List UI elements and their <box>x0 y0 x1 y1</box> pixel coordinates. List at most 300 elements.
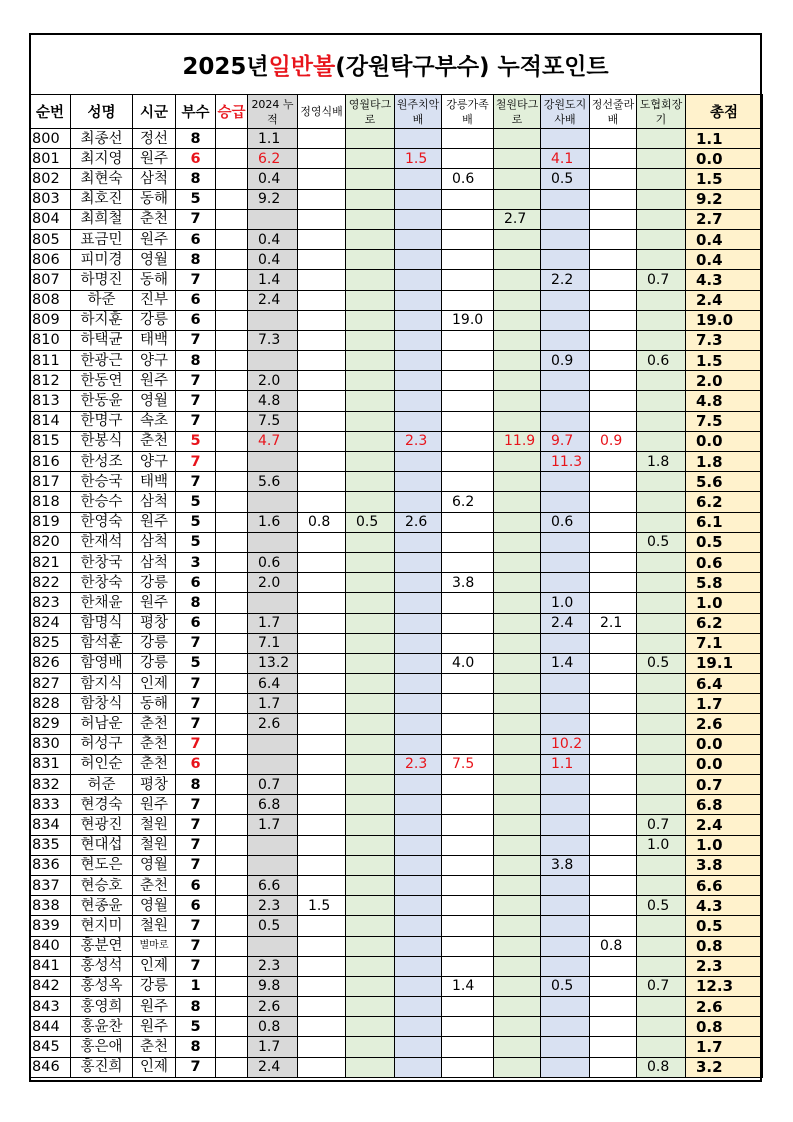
header-total: 총점 <box>686 95 763 129</box>
cell-js <box>590 795 637 815</box>
cell-dh <box>637 997 686 1017</box>
cell-total: 0.7 <box>686 775 763 795</box>
cell-y2024: 7.1 <box>248 633 298 653</box>
cell-name: 현승호 <box>71 875 133 895</box>
cell-y2024: 6.8 <box>248 795 298 815</box>
cell-gr <box>442 956 494 976</box>
cell-name: 홍은애 <box>71 1037 133 1057</box>
cell-gwd <box>541 129 590 149</box>
cell-y2024: 1.7 <box>248 815 298 835</box>
cell-name: 최호진 <box>71 189 133 209</box>
cell-promotion <box>216 1017 248 1037</box>
cell-yw <box>346 371 395 391</box>
cell-promotion <box>216 674 248 694</box>
cell-yw <box>346 532 395 552</box>
table-row <box>30 633 763 653</box>
cell-wj <box>395 997 442 1017</box>
cell-name: 홍성석 <box>71 956 133 976</box>
cell-dh <box>637 1037 686 1057</box>
header-jy: 정영식배 <box>298 95 346 129</box>
cell-js <box>590 775 637 795</box>
cell-gr <box>442 330 494 350</box>
cell-js <box>590 694 637 714</box>
cell-js <box>590 512 637 532</box>
cell-city: 춘천 <box>133 431 176 451</box>
cell-total: 12.3 <box>686 976 763 996</box>
cell-city: 영월 <box>133 391 176 411</box>
cell-no: 843 <box>30 997 71 1017</box>
cell-dh <box>637 129 686 149</box>
cell-promotion <box>216 411 248 431</box>
cell-total: 2.6 <box>686 997 763 1017</box>
cell-wj <box>395 1017 442 1037</box>
cell-y2024: 0.4 <box>248 250 298 270</box>
table-row <box>30 431 763 451</box>
cell-y2024: 7.5 <box>248 411 298 431</box>
cell-js <box>590 169 637 189</box>
cell-city: 원주 <box>133 149 176 169</box>
table-row <box>30 714 763 734</box>
cell-gwd <box>541 1017 590 1037</box>
cell-gwd: 10.2 <box>541 734 590 754</box>
cell-yw <box>346 573 395 593</box>
cell-wj: 1.5 <box>395 149 442 169</box>
cell-y2024: 1.1 <box>248 129 298 149</box>
table-row <box>30 653 763 673</box>
cell-city: 삼척 <box>133 552 176 572</box>
header-gr: 강릉가족배 <box>442 95 494 129</box>
cell-city: 영월 <box>133 250 176 270</box>
cell-name: 한동윤 <box>71 391 133 411</box>
cell-city: 원주 <box>133 512 176 532</box>
cell-cw <box>494 229 541 249</box>
cell-promotion <box>216 129 248 149</box>
cell-wj <box>395 229 442 249</box>
cell-total: 5.6 <box>686 472 763 492</box>
cell-cw <box>494 714 541 734</box>
cell-jy <box>298 1057 346 1077</box>
cell-cw <box>494 472 541 492</box>
header-city: 시군 <box>133 95 176 129</box>
table-row <box>30 835 763 855</box>
cell-promotion <box>216 371 248 391</box>
cell-div: 6 <box>176 573 216 593</box>
cell-jy <box>298 1037 346 1057</box>
cell-total: 4.3 <box>686 896 763 916</box>
cell-y2024 <box>248 492 298 512</box>
cell-promotion <box>216 149 248 169</box>
cell-wj <box>395 532 442 552</box>
cell-div: 8 <box>176 250 216 270</box>
cell-total: 6.8 <box>686 795 763 815</box>
cell-cw <box>494 189 541 209</box>
cell-promotion <box>216 351 248 371</box>
cell-no: 800 <box>30 129 71 149</box>
cell-gr <box>442 694 494 714</box>
cell-y2024: 2.3 <box>248 956 298 976</box>
cell-div: 7 <box>176 1057 216 1077</box>
cell-gwd <box>541 1037 590 1057</box>
cell-y2024 <box>248 452 298 472</box>
cell-jy <box>298 330 346 350</box>
cell-dh: 0.5 <box>637 653 686 673</box>
cell-yw <box>346 129 395 149</box>
cell-promotion <box>216 573 248 593</box>
cell-div: 5 <box>176 431 216 451</box>
cell-cw <box>494 976 541 996</box>
table-row <box>30 754 763 774</box>
cell-div: 6 <box>176 613 216 633</box>
cell-y2024: 6.4 <box>248 674 298 694</box>
cell-gwd <box>541 532 590 552</box>
cell-y2024: 9.8 <box>248 976 298 996</box>
header-no: 순번 <box>30 95 71 129</box>
cell-gr <box>442 734 494 754</box>
cell-js <box>590 472 637 492</box>
cell-city: 진부 <box>133 290 176 310</box>
cell-cw <box>494 532 541 552</box>
cell-no: 835 <box>30 835 71 855</box>
cell-jy <box>298 270 346 290</box>
cell-cw <box>494 956 541 976</box>
cell-gr: 4.0 <box>442 653 494 673</box>
cell-dh: 0.8 <box>637 1057 686 1077</box>
cell-yw <box>346 855 395 875</box>
cell-gwd: 3.8 <box>541 855 590 875</box>
cell-dh <box>637 956 686 976</box>
cell-js <box>590 815 637 835</box>
cell-div: 8 <box>176 169 216 189</box>
cell-wj <box>395 189 442 209</box>
cell-wj <box>395 694 442 714</box>
cell-cw <box>494 1017 541 1037</box>
table-row <box>30 250 763 270</box>
cell-gr <box>442 896 494 916</box>
cell-yw <box>346 593 395 613</box>
cell-js <box>590 916 637 936</box>
cell-total: 3.2 <box>686 1057 763 1077</box>
cell-no: 802 <box>30 169 71 189</box>
cell-js <box>590 1057 637 1077</box>
cell-city: 양구 <box>133 452 176 472</box>
cell-wj <box>395 169 442 189</box>
table-row <box>30 674 763 694</box>
cell-no: 826 <box>30 653 71 673</box>
table-row <box>30 997 763 1017</box>
cell-gr <box>442 795 494 815</box>
cell-total: 0.0 <box>686 149 763 169</box>
cell-no: 817 <box>30 472 71 492</box>
cell-cw <box>494 129 541 149</box>
cell-gwd: 0.5 <box>541 169 590 189</box>
cell-y2024: 4.8 <box>248 391 298 411</box>
cell-city: 삼척 <box>133 492 176 512</box>
cell-cw <box>494 270 541 290</box>
cell-div: 6 <box>176 229 216 249</box>
cell-y2024: 1.7 <box>248 1037 298 1057</box>
cell-cw <box>494 613 541 633</box>
cell-promotion <box>216 452 248 472</box>
cell-cw <box>494 452 541 472</box>
cell-gr: 19.0 <box>442 310 494 330</box>
cell-dh: 1.8 <box>637 452 686 472</box>
cell-jy <box>298 593 346 613</box>
cell-no: 818 <box>30 492 71 512</box>
cell-jy <box>298 694 346 714</box>
cell-no: 829 <box>30 714 71 734</box>
cell-gwd: 1.0 <box>541 593 590 613</box>
cell-cw <box>494 875 541 895</box>
table-row <box>30 775 763 795</box>
cell-gr <box>442 815 494 835</box>
cell-y2024: 1.7 <box>248 694 298 714</box>
header-name: 성명 <box>71 95 133 129</box>
cell-cw <box>494 795 541 815</box>
cell-name: 하택균 <box>71 330 133 350</box>
cell-jy <box>298 653 346 673</box>
cell-yw <box>346 674 395 694</box>
cell-dh <box>637 431 686 451</box>
cell-div: 8 <box>176 775 216 795</box>
header-promotion: 승급 <box>216 95 248 129</box>
cell-jy <box>298 290 346 310</box>
cell-cw <box>494 835 541 855</box>
cell-name: 한성조 <box>71 452 133 472</box>
cell-city: 원주 <box>133 371 176 391</box>
cell-gwd: 11.3 <box>541 452 590 472</box>
cell-wj: 2.3 <box>395 754 442 774</box>
cell-div: 7 <box>176 936 216 956</box>
cell-promotion <box>216 552 248 572</box>
cell-js <box>590 593 637 613</box>
cell-js <box>590 371 637 391</box>
cell-gwd <box>541 936 590 956</box>
cell-city: 철원 <box>133 815 176 835</box>
cell-jy <box>298 391 346 411</box>
cell-promotion <box>216 956 248 976</box>
cell-city: 춘천 <box>133 875 176 895</box>
cell-cw <box>494 512 541 532</box>
cell-city: 인제 <box>133 1057 176 1077</box>
cell-dh <box>637 472 686 492</box>
cell-js <box>590 896 637 916</box>
cell-yw <box>346 472 395 492</box>
table-row <box>30 310 763 330</box>
cell-promotion <box>216 754 248 774</box>
cell-gr <box>442 290 494 310</box>
cell-total: 0.5 <box>686 916 763 936</box>
cell-promotion <box>216 795 248 815</box>
cell-city: 태백 <box>133 472 176 492</box>
cell-y2024: 2.0 <box>248 573 298 593</box>
table-row <box>30 129 763 149</box>
cell-gr <box>442 189 494 209</box>
cell-promotion <box>216 431 248 451</box>
cell-js <box>590 250 637 270</box>
cell-wj <box>395 956 442 976</box>
cell-y2024: 4.7 <box>248 431 298 451</box>
cell-cw <box>494 855 541 875</box>
cell-city: 동해 <box>133 694 176 714</box>
cell-yw <box>346 310 395 330</box>
cell-yw <box>346 653 395 673</box>
cell-y2024: 6.2 <box>248 149 298 169</box>
cell-gr <box>442 229 494 249</box>
cell-no: 844 <box>30 1017 71 1037</box>
cell-promotion <box>216 250 248 270</box>
cell-jy <box>298 815 346 835</box>
cell-no: 833 <box>30 795 71 815</box>
header-gwd: 강원도지사배 <box>541 95 590 129</box>
cell-no: 845 <box>30 1037 71 1057</box>
cell-gr <box>442 855 494 875</box>
cell-cw <box>494 573 541 593</box>
cell-city: 삼척 <box>133 532 176 552</box>
cell-city: 강릉 <box>133 653 176 673</box>
cell-div: 8 <box>176 129 216 149</box>
cell-dh: 0.5 <box>637 896 686 916</box>
cell-gwd <box>541 411 590 431</box>
table-row <box>30 552 763 572</box>
cell-wj <box>395 452 442 472</box>
cell-js <box>590 1017 637 1037</box>
cell-no: 809 <box>30 310 71 330</box>
cell-y2024: 9.2 <box>248 189 298 209</box>
cell-js <box>590 351 637 371</box>
cell-gwd: 0.9 <box>541 351 590 371</box>
cell-no: 827 <box>30 674 71 694</box>
cell-total: 1.1 <box>686 129 763 149</box>
cell-gwd <box>541 330 590 350</box>
cell-gr <box>442 674 494 694</box>
cell-wj <box>395 129 442 149</box>
cell-js <box>590 633 637 653</box>
table-row <box>30 916 763 936</box>
cell-jy <box>298 229 346 249</box>
page-title <box>29 33 762 94</box>
cell-promotion <box>216 875 248 895</box>
cell-div: 7 <box>176 714 216 734</box>
cell-name: 허성구 <box>71 734 133 754</box>
cell-no: 820 <box>30 532 71 552</box>
cell-div: 7 <box>176 330 216 350</box>
cell-dh <box>637 371 686 391</box>
cell-city: 강릉 <box>133 310 176 330</box>
cell-cw <box>494 815 541 835</box>
cell-wj <box>395 714 442 734</box>
table-row <box>30 351 763 371</box>
cell-yw <box>346 552 395 572</box>
cell-wj <box>395 290 442 310</box>
cell-jy <box>298 936 346 956</box>
cell-js: 2.1 <box>590 613 637 633</box>
cell-name: 현종윤 <box>71 896 133 916</box>
cell-no: 837 <box>30 875 71 895</box>
cell-yw <box>346 775 395 795</box>
cell-promotion <box>216 391 248 411</box>
cell-jy: 0.8 <box>298 512 346 532</box>
cell-city: 양구 <box>133 351 176 371</box>
cell-promotion <box>216 835 248 855</box>
table-row <box>30 532 763 552</box>
cell-gwd <box>541 290 590 310</box>
cell-js <box>590 1037 637 1057</box>
cell-js <box>590 452 637 472</box>
cell-js <box>590 310 637 330</box>
cell-gwd: 1.1 <box>541 754 590 774</box>
cell-total: 6.4 <box>686 674 763 694</box>
cell-div: 7 <box>176 855 216 875</box>
cell-dh <box>637 229 686 249</box>
cell-promotion <box>216 916 248 936</box>
cell-dh <box>637 593 686 613</box>
cell-city: 인제 <box>133 956 176 976</box>
cell-js <box>590 875 637 895</box>
cell-dh <box>637 775 686 795</box>
cell-gr <box>442 997 494 1017</box>
cell-promotion <box>216 653 248 673</box>
cell-cw: 2.7 <box>494 209 541 229</box>
cell-no: 832 <box>30 775 71 795</box>
cell-jy <box>298 129 346 149</box>
cell-gwd <box>541 815 590 835</box>
cell-jy <box>298 674 346 694</box>
cell-name: 표금민 <box>71 229 133 249</box>
cell-js <box>590 956 637 976</box>
header-js: 정선줄라배 <box>590 95 637 129</box>
cell-jy <box>298 209 346 229</box>
cell-wj <box>395 593 442 613</box>
table-row <box>30 815 763 835</box>
cell-wj <box>395 371 442 391</box>
cell-cw <box>494 633 541 653</box>
cell-cw <box>494 169 541 189</box>
cell-gr: 0.6 <box>442 169 494 189</box>
cell-yw <box>346 1017 395 1037</box>
title-suffix: (강원탁구부수) 누적포인트 <box>335 54 609 80</box>
cell-promotion <box>216 613 248 633</box>
cell-wj <box>395 795 442 815</box>
cell-wj <box>395 936 442 956</box>
cell-total: 1.5 <box>686 169 763 189</box>
cell-total: 7.3 <box>686 330 763 350</box>
cell-promotion <box>216 169 248 189</box>
cell-gr <box>442 411 494 431</box>
cell-name: 최현숙 <box>71 169 133 189</box>
cell-gr <box>442 209 494 229</box>
cell-gwd <box>541 633 590 653</box>
cell-total: 5.8 <box>686 573 763 593</box>
cell-city: 평창 <box>133 613 176 633</box>
cell-wj <box>395 613 442 633</box>
cell-gr: 1.4 <box>442 976 494 996</box>
cell-no: 825 <box>30 633 71 653</box>
cell-name: 홍진희 <box>71 1057 133 1077</box>
cell-gwd: 0.6 <box>541 512 590 532</box>
cell-gwd: 2.4 <box>541 613 590 633</box>
cell-yw <box>346 633 395 653</box>
table-row <box>30 875 763 895</box>
cell-name: 허인순 <box>71 754 133 774</box>
table-row <box>30 411 763 431</box>
cell-no: 839 <box>30 916 71 936</box>
cell-yw <box>346 875 395 895</box>
cell-dh: 0.7 <box>637 815 686 835</box>
cell-name: 피미경 <box>71 250 133 270</box>
cell-promotion <box>216 189 248 209</box>
cell-gr <box>442 270 494 290</box>
cell-total: 0.5 <box>686 532 763 552</box>
